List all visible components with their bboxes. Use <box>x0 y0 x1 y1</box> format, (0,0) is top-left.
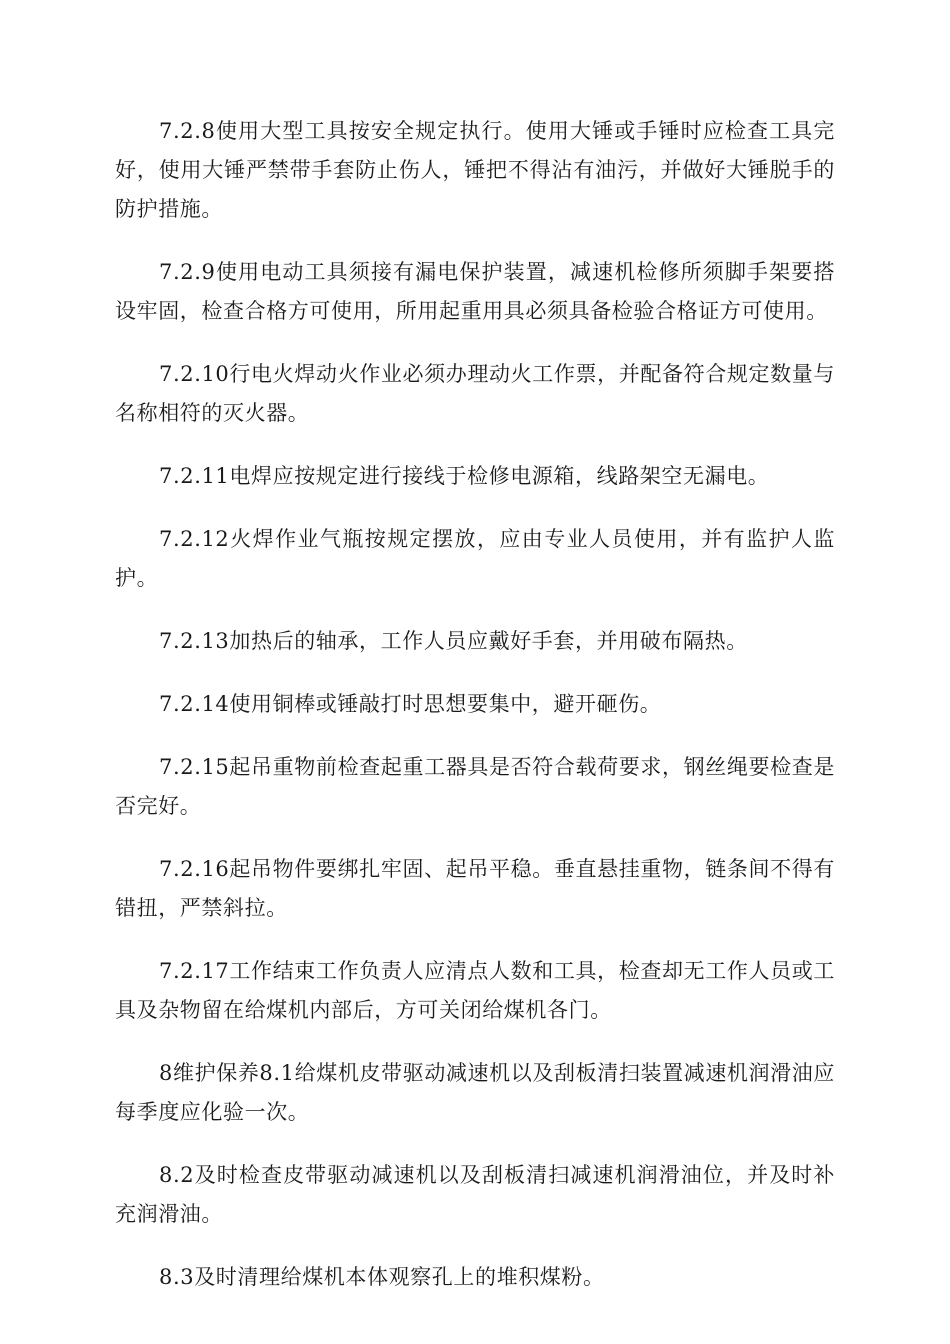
paragraph-7-2-14: 7.2.14使用铜棒或锤敲打时思想要集中，避开砸伤。 <box>159 692 662 716</box>
paragraph-7-2-16: 7.2.16起吊物件要绑扎牢固、起吊平稳。垂直悬挂重物，链条间不得有错扭，严禁斜拉。 <box>115 857 835 920</box>
paragraph-7-2-9: 7.2.9使用电动工具须接有漏电保护装置，减速机检修所须脚手架要搭设牢固，检查合格方可使用，所用起重用具必须具备检验合格证方可使用。 <box>115 260 835 323</box>
paragraph-7-2-11: 7.2.11电焊应按规定进行接线于检修电源箱，线路架空无漏电。 <box>159 464 770 488</box>
paragraph-7-2-15: 7.2.15起吊重物前检查起重工器具是否符合载荷要求，钢丝绳要检查是否完好。 <box>115 755 835 818</box>
paragraph-8-2: 8.2及时检查皮带驱动减速机以及刮板清扫减速机润滑油位，并及时补充润滑油。 <box>115 1163 835 1226</box>
paragraph-8-1: 8维护保养8.1给煤机皮带驱动减速机以及刮板清扫装置减速机润滑油应每季度应化验一次。 <box>115 1061 835 1124</box>
paragraph-7-2-8: 7.2.8使用大型工具按安全规定执行。使用大锤或手锤时应检查工具完好，使用大锤严禁带手套防止伤人，锤把不得沾有油污，并做好大锤脱手的防护措施。 <box>115 119 835 221</box>
paragraph-7-2-17: 7.2.17工作结束工作负责人应清点人数和工具，检查却无工作人员或工具及杂物留在给煤机内部后，方可关闭给煤机各门。 <box>115 959 835 1022</box>
document-body <box>115 112 835 1321</box>
paragraph-8-3: 8.3及时清理给煤机本体观察孔上的堆积煤粉。 <box>159 1265 605 1289</box>
paragraph-7-2-10: 7.2.10行电火焊动火作业必须办理动火工作票，并配备符合规定数量与名称相符的灭火器。 <box>115 362 835 425</box>
paragraph-7-2-13: 7.2.13加热后的轴承，工作人员应戴好手套，并用破布隔热。 <box>159 629 748 653</box>
paragraph-7-2-12: 7.2.12火焊作业气瓶按规定摆放，应由专业人员使用，并有监护人监护。 <box>115 527 835 590</box>
